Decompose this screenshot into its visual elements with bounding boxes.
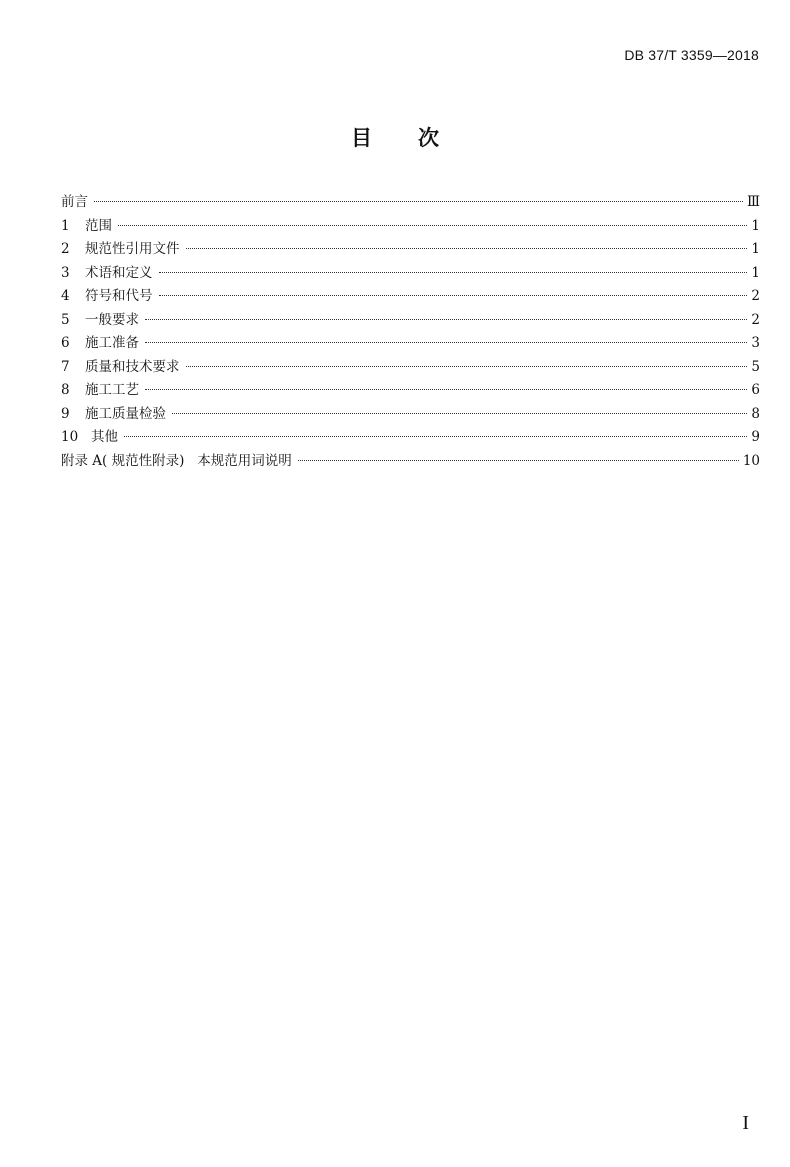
toc-entry-page: 1 — [751, 217, 760, 234]
toc-entry-page: 10 — [742, 452, 760, 469]
toc-entry-label: 施工准备 — [85, 335, 139, 351]
toc-entry-number: 2 — [61, 241, 70, 257]
toc-dot-leader — [118, 225, 747, 226]
toc-dot-leader — [159, 295, 748, 296]
toc-entry-5[interactable] — [61, 309, 760, 333]
document-code: DB 37/T 3359—2018 — [624, 47, 759, 63]
toc-entry-label: 质量和技术要求 — [85, 358, 180, 375]
toc-entry-10[interactable] — [61, 426, 760, 450]
toc-entry-label: 范围 — [85, 217, 112, 234]
toc-entry-page: 6 — [751, 382, 760, 398]
toc-entry-number: 7 — [61, 358, 70, 375]
toc-entry-label: 一般要求 — [85, 311, 139, 328]
toc-entry-number: 3 — [61, 264, 70, 281]
toc-entry-label: 规范性引用文件 — [85, 241, 180, 257]
toc-dot-leader — [298, 460, 739, 461]
toc-entry-page: Ⅲ — [746, 194, 760, 210]
toc-entry-page: 2 — [751, 288, 760, 304]
toc-entry-label: 前言 — [61, 194, 88, 210]
toc-entry-page: 2 — [751, 311, 760, 328]
toc-entry-label: 其他 — [91, 429, 118, 445]
toc-entry-2[interactable] — [61, 238, 760, 262]
toc-entry-number: 5 — [61, 311, 70, 328]
toc-entry-page: 1 — [751, 241, 760, 257]
toc-entry-label: 符号和代号 — [85, 288, 153, 304]
toc-entry-7[interactable] — [61, 356, 760, 380]
toc-entry-label: 附录 A( 规范性附录) 本规范用词说明 — [61, 452, 292, 469]
toc-entry-foreword[interactable] — [61, 191, 760, 215]
toc-entry-page: 9 — [751, 429, 760, 445]
toc-entry-number: 4 — [61, 288, 70, 304]
page-title-part-2: 次 — [418, 126, 439, 150]
toc-entry-number: 6 — [61, 335, 70, 351]
page-number: I — [742, 1112, 749, 1134]
toc-dot-leader — [145, 319, 747, 320]
table-of-contents — [61, 191, 760, 473]
toc-entry-4[interactable] — [61, 285, 760, 309]
toc-entry-8[interactable] — [61, 379, 760, 403]
toc-dot-leader — [159, 272, 748, 273]
toc-entry-number: 10 — [61, 429, 79, 445]
toc-entry-label: 术语和定义 — [85, 264, 153, 281]
toc-dot-leader — [172, 413, 747, 414]
toc-entry-page: 8 — [751, 405, 760, 422]
toc-dot-leader — [186, 366, 748, 367]
toc-entry-number: 9 — [61, 405, 70, 422]
toc-entry-6[interactable] — [61, 332, 760, 356]
toc-entry-9[interactable] — [61, 403, 760, 427]
toc-dot-leader — [145, 389, 747, 390]
page-title — [0, 122, 790, 152]
toc-entry-1[interactable] — [61, 215, 760, 239]
toc-entry-label: 施工质量检验 — [85, 405, 166, 422]
toc-entry-3[interactable] — [61, 262, 760, 286]
page-title-part-1: 目 — [351, 126, 372, 150]
toc-entry-page: 5 — [751, 358, 760, 375]
toc-entry-number: 1 — [61, 217, 70, 234]
toc-entry-page: 1 — [751, 264, 760, 281]
toc-entry-page: 3 — [751, 335, 760, 351]
toc-entry-label: 施工工艺 — [85, 382, 139, 398]
toc-dot-leader — [186, 248, 748, 249]
toc-dot-leader — [94, 201, 743, 202]
toc-dot-leader — [145, 342, 747, 343]
toc-dot-leader — [124, 436, 747, 437]
toc-entry-number: 8 — [61, 382, 70, 398]
toc-entry-appendix-a[interactable] — [61, 450, 760, 474]
